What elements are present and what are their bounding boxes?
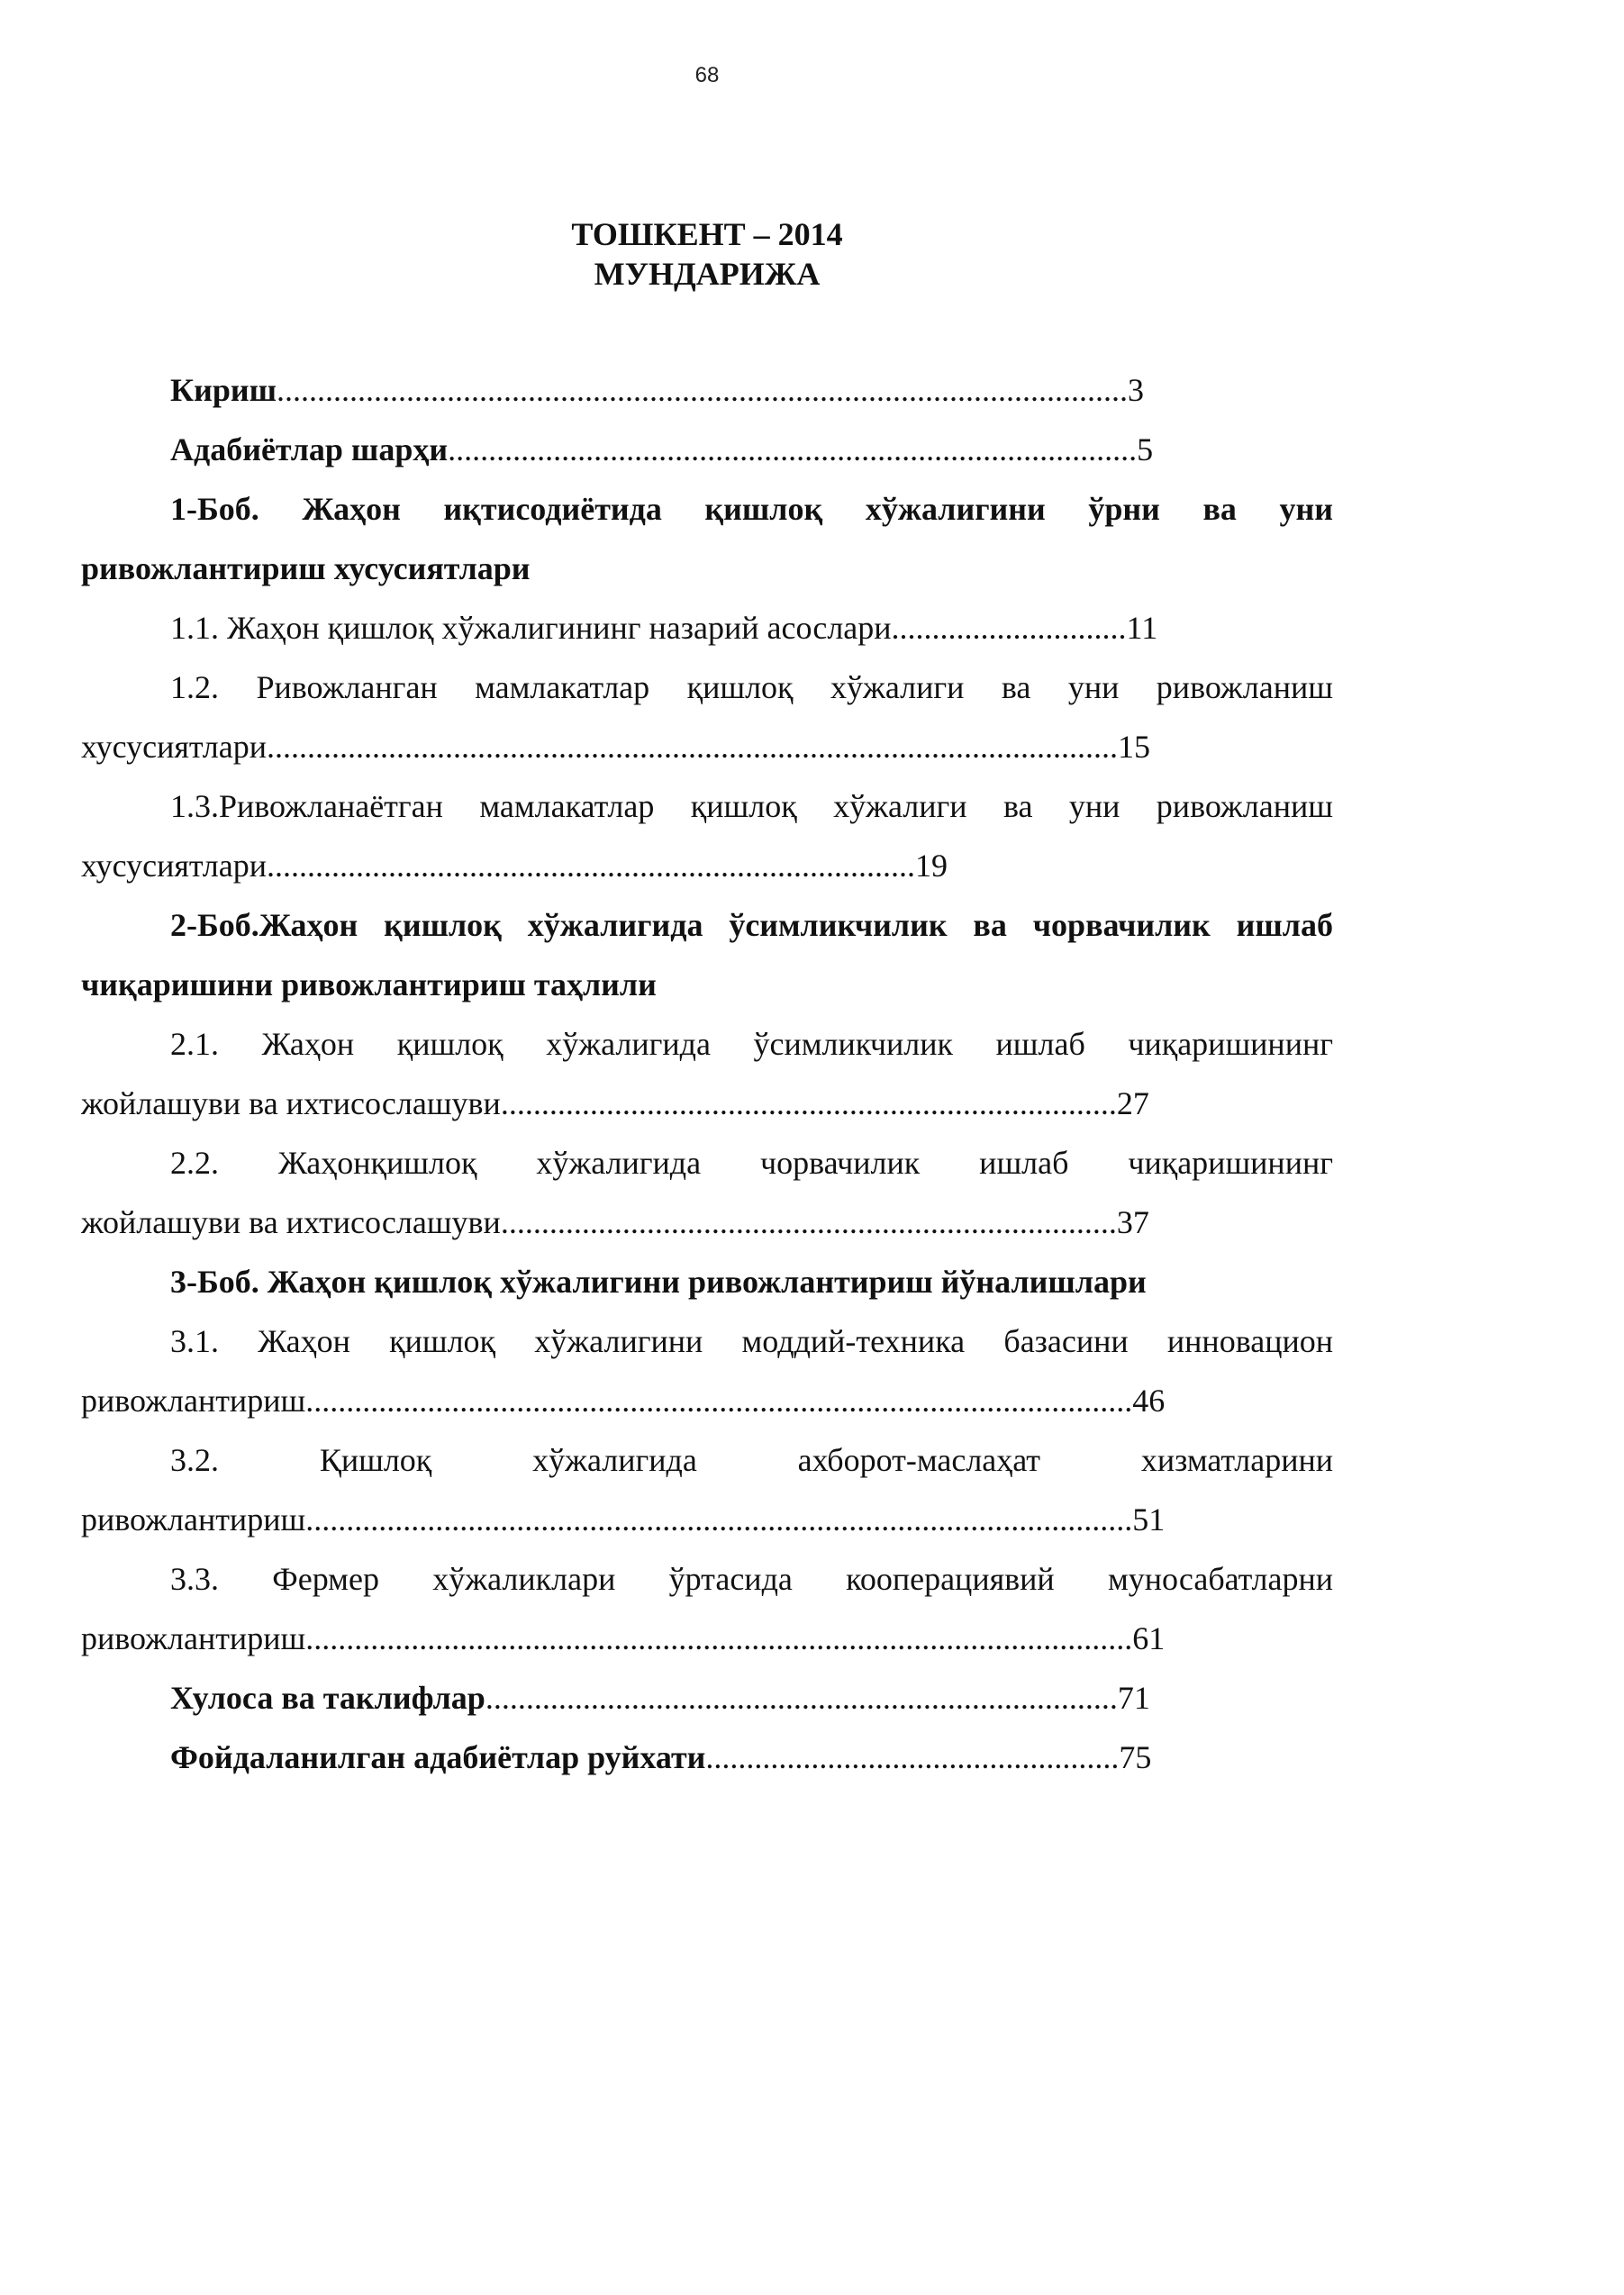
toc-entry-label: ривожлантириш <box>81 1383 306 1419</box>
toc-entry-label: жойлашуви ва ихтисослашуви <box>81 1085 501 1121</box>
toc-entry-1-1[interactable] <box>81 598 1333 658</box>
toc-entry-3-2-line1[interactable]: 3.2. Қишлоқ хўжалигида ахборот-маслаҳат хизматларини <box>170 1442 1333 1478</box>
toc-page-number: 15 <box>1117 729 1150 765</box>
toc-entry-references[interactable] <box>81 1728 1333 1787</box>
dot-leader: ............................................................................ <box>500 1204 1117 1240</box>
toc-page-number: 27 <box>1116 1085 1149 1121</box>
dot-leader: ......................................................................................................... <box>277 372 1129 408</box>
toc-entry-label: Адабиётлар шарҳи <box>170 431 449 467</box>
toc-page-number: 71 <box>1117 1680 1150 1716</box>
toc-entry-1-2-line2[interactable] <box>81 717 1333 776</box>
toc-entry-conclusion[interactable] <box>81 1668 1333 1728</box>
toc-chapter3-title[interactable]: 3-Боб. Жаҳон қишлоқ хўжалигини ривожлантириш йўналишлари <box>170 1264 1147 1300</box>
document-header <box>0 214 1414 294</box>
toc-entry-3-3-line2[interactable] <box>81 1609 1333 1668</box>
dot-leader: ..................................................................................... <box>448 431 1138 467</box>
toc-chapter2-title-line2[interactable]: чиқаришини ривожлантириш таҳлили <box>81 966 657 1002</box>
toc-page-number: 11 <box>1126 610 1158 646</box>
toc-entry-1-3-line2[interactable] <box>81 836 1333 895</box>
toc-entry-2-1-line1[interactable]: 2.1. Жаҳон қишлоқ хўжалигида ўсимликчилик ишлаб чиқаришининг <box>170 1026 1333 1062</box>
toc-chapter1-title-line1[interactable]: 1-Боб. Жаҳон иқтисодиётида қишлоқ хўжалигини ўрни ва уни <box>170 491 1333 527</box>
toc-entry-1-2-line1[interactable]: 1.2. Ривожланган мамлакатлар қишлоқ хўжалиги ва уни ривожланиш <box>170 669 1333 705</box>
table-of-contents <box>81 360 1333 1787</box>
toc-entry-label: ривожлантириш <box>81 1620 306 1656</box>
dot-leader: ................................................... <box>705 1739 1120 1775</box>
toc-page-number: 61 <box>1132 1620 1166 1656</box>
toc-entry-2-2-line1[interactable]: 2.2. Жаҳонқишлоқ хўжалигида чорвачилик ишлаб чиқаришининг <box>170 1145 1333 1181</box>
toc-page-number: 19 <box>914 848 948 884</box>
toc-entry-2-2-line2[interactable] <box>81 1193 1333 1252</box>
toc-entry-literature-review[interactable] <box>81 420 1333 479</box>
toc-page-number: 46 <box>1132 1383 1166 1419</box>
toc-page-number: 37 <box>1116 1204 1149 1240</box>
dot-leader: ............................. <box>891 610 1127 646</box>
dot-leader: ............................................................................ <box>500 1085 1117 1121</box>
toc-entry-3-2-line2[interactable] <box>81 1490 1333 1549</box>
city-year-heading: ТОШКЕНТ – 2014 <box>571 216 843 252</box>
toc-entry-label: хусусиятлари <box>81 848 267 884</box>
toc-entry-label: Кириш <box>170 372 277 408</box>
dot-leader: ......................................................................................................... <box>266 729 1118 765</box>
toc-entry-label: Хулоса ва таклифлар <box>170 1680 485 1716</box>
toc-entry-label: Фойдаланилган адабиётлар руйхати <box>170 1739 706 1775</box>
toc-chapter1-title-line2[interactable]: ривожлантириш хусусиятлари <box>81 550 531 586</box>
toc-page-number: 51 <box>1132 1501 1166 1538</box>
page-number: 68 <box>694 63 720 87</box>
dot-leader: ................................................................................ <box>266 848 915 884</box>
toc-entry-3-1-line2[interactable] <box>81 1371 1333 1430</box>
dot-leader: ...................................................................................................... <box>305 1383 1133 1419</box>
toc-entry-3-1-line1[interactable]: 3.1. Жаҳон қишлоқ хўжалигини моддий-техника базасини инновацион <box>170 1323 1333 1359</box>
toc-entry-label: хусусиятлари <box>81 729 267 765</box>
toc-title: МУНДАРИЖА <box>594 256 821 292</box>
toc-page-number: 75 <box>1119 1739 1152 1775</box>
toc-page-number: 3 <box>1128 372 1145 408</box>
toc-entry-1-3-line1[interactable]: 1.3.Ривожланаётган мамлакатлар қишлоқ хўжалиги ва уни ривожланиш <box>170 788 1333 824</box>
toc-entry-3-3-line1[interactable]: 3.3. Фермер хўжаликлари ўртасида кооперациявий муносабатларни <box>170 1561 1333 1597</box>
toc-entry-intro[interactable] <box>81 360 1333 420</box>
dot-leader: ...................................................................................................... <box>305 1501 1133 1538</box>
toc-entry-2-1-line2[interactable] <box>81 1074 1333 1133</box>
toc-entry-label: жойлашуви ва ихтисослашуви <box>81 1204 501 1240</box>
toc-page-number: 5 <box>1137 431 1154 467</box>
toc-entry-label: 1.1. Жаҳон қишлоқ хўжалигининг назарий асослари <box>170 610 892 646</box>
dot-leader: ...................................................................................................... <box>305 1620 1133 1656</box>
toc-chapter2-title-line1[interactable]: 2-Боб.Жаҳон қишлоқ хўжалигида ўсимликчилик ва чорвачилик ишлаб <box>170 907 1333 943</box>
toc-entry-label: ривожлантириш <box>81 1501 306 1538</box>
dot-leader: .............................................................................. <box>485 1680 1118 1716</box>
